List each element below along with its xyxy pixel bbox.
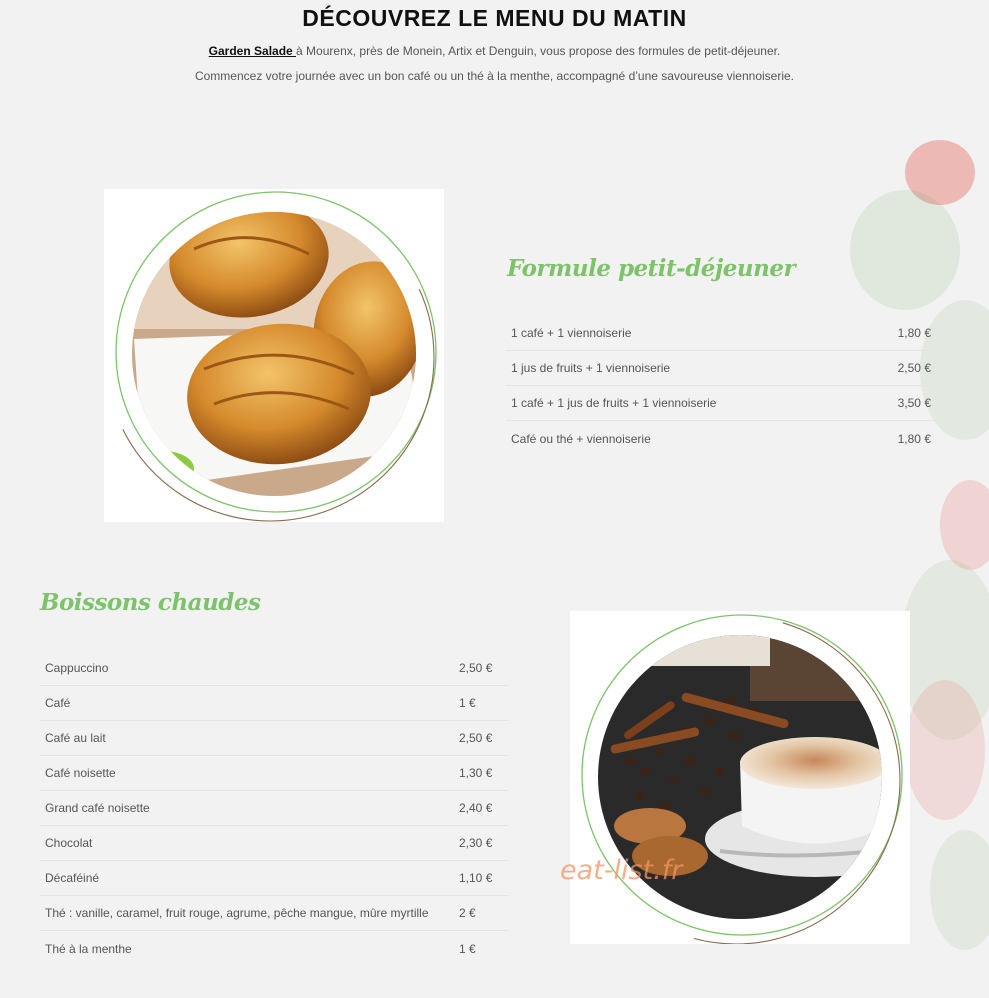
menu-item: [40, 826, 508, 861]
item-label: Café ou thé + viennoiserie: [511, 431, 651, 446]
item-label: 1 café + 1 viennoiserie: [511, 326, 632, 340]
menu-item: [40, 861, 508, 896]
item-price: 3,50 €: [897, 396, 931, 410]
item-price: 2,40 €: [459, 801, 493, 815]
menu-item: [40, 931, 508, 966]
item-price: 2,50 €: [459, 661, 493, 675]
item-price: 1 €: [459, 696, 476, 710]
watermark: eat-list.fr: [560, 855, 683, 886]
decor-tomato: [905, 680, 985, 820]
page-title: DÉCOUVREZ LE MENU DU MATIN: [302, 5, 687, 31]
coffee-photo: [570, 611, 910, 944]
intro-text: à Mourenx, près de Monein, Artix et Denguin, vous propose des formules de petit-déjeuner.: [296, 44, 781, 58]
item-label: Thé à la menthe: [45, 941, 132, 956]
item-label: Café au lait: [45, 731, 106, 745]
item-label: 1 café + 1 jus de fruits + 1 viennoiserie: [511, 396, 717, 410]
menu-item: [40, 896, 508, 931]
menu-item: [506, 316, 936, 351]
item-price: 2,50 €: [459, 731, 493, 745]
menu-item: [40, 686, 508, 721]
item-price: 2,50 €: [897, 361, 931, 375]
item-price: 1,80 €: [897, 326, 931, 340]
boissons-list: [40, 651, 508, 966]
decor-leaf: [930, 830, 989, 950]
item-label: 1 jus de fruits + 1 viennoiserie: [511, 361, 671, 375]
intro-line-1: [0, 44, 989, 58]
item-label: Chocolat: [45, 836, 93, 850]
item-label: Thé : vanille, caramel, fruit rouge, agrume, pêche mangue, mûre myrtille: [45, 906, 429, 920]
formule-list: [506, 316, 936, 456]
item-price: 1,30 €: [459, 766, 493, 780]
item-label: Grand café noisette: [45, 801, 150, 815]
formule-heading: Formule petit-déjeuner: [507, 255, 796, 282]
menu-item: [40, 791, 508, 826]
croissant-photo-card: [104, 189, 444, 522]
menu-item: [40, 756, 508, 791]
coffee-photo-card: [570, 611, 910, 944]
item-label: Cappuccino: [45, 661, 109, 675]
item-label: Café: [45, 696, 71, 710]
item-price: 1,80 €: [897, 431, 931, 446]
decor-tomato: [940, 480, 989, 570]
item-price: 2,30 €: [459, 836, 493, 850]
item-price: 2 €: [459, 906, 476, 920]
menu-item: [40, 721, 508, 756]
item-label: Décaféiné: [45, 871, 100, 885]
intro-line-2: Commencez votre journée avec un bon café ou un thé à la menthe, accompagné d’une savoureuse viennoiserie.: [194, 69, 795, 83]
croissant-photo: [104, 189, 444, 522]
garden-salade-link[interactable]: Garden Salade: [208, 44, 297, 58]
item-price: 1 €: [459, 941, 476, 956]
menu-item: [506, 386, 936, 421]
boissons-heading: Boissons chaudes: [40, 589, 261, 616]
item-price: 1,10 €: [459, 871, 493, 885]
menu-item: [506, 421, 936, 456]
menu-item: [506, 351, 936, 386]
menu-item: [40, 651, 508, 686]
item-label: Café noisette: [45, 766, 116, 780]
decor-leaf: [850, 190, 960, 310]
